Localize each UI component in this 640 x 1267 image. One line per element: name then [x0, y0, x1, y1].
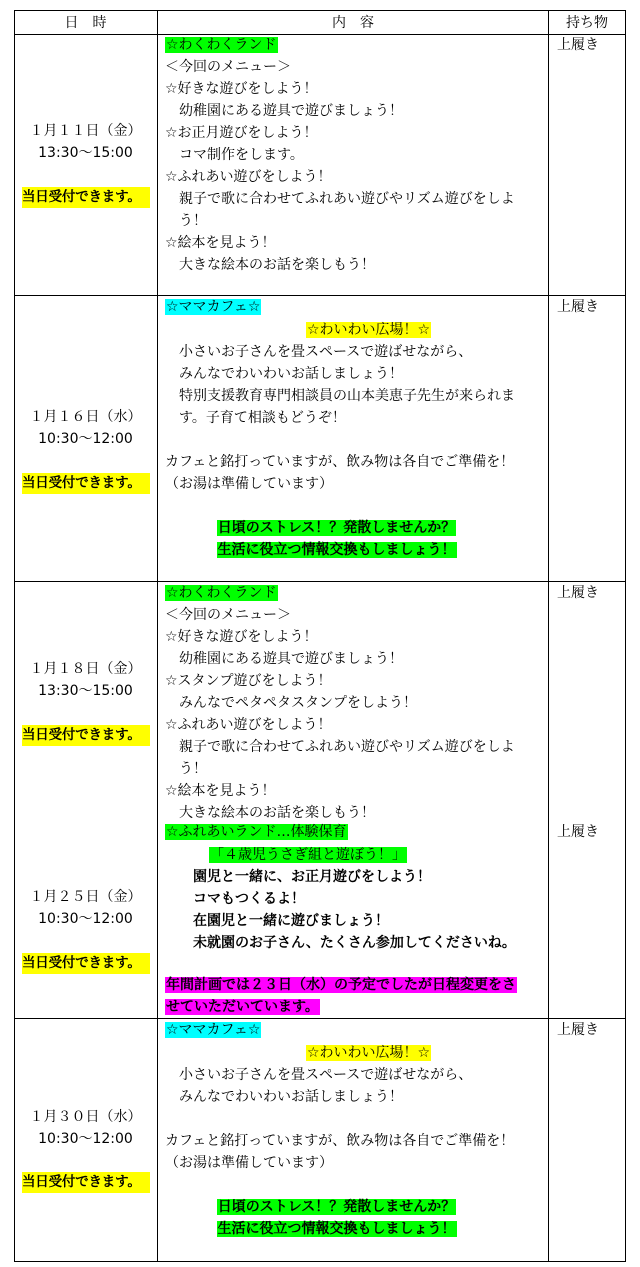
content-line: ＜今回のメニュー＞ [165, 607, 291, 623]
bring-item: 上履き [557, 1022, 599, 1038]
same-day-badge: 当日受付できます。 [22, 953, 150, 974]
header-date: 日 時 [64, 15, 107, 31]
content-line: う！ [165, 761, 207, 777]
content-line: せていただいています。 [166, 999, 319, 1015]
same-day-badge: 当日受付できます。 [22, 473, 150, 494]
event-date: １月１８日（金） [29, 661, 142, 677]
content-line: ☆わいわい広場！☆ [306, 1045, 431, 1061]
column-divider [157, 10, 158, 1262]
content-line: 幼稚園にある遊具で遊びましょう！ [165, 103, 403, 119]
event-date: １月１６日（水） [29, 409, 142, 425]
content-line: 生活に役立つ情報交換もしましょう！ [217, 542, 456, 558]
header-content: 内 容 [332, 15, 374, 31]
content-line: 年間計画では２３日（水）の予定でしたが日程変更をさ [166, 977, 516, 993]
content-line: 大きな絵本のお話を楽しもう！ [165, 257, 375, 273]
header-bring: 持ち物 [566, 15, 608, 31]
content-line: 特別支援教育専門相談員の山本美恵子先生が来られま [165, 388, 515, 404]
content-line: カフェと銘打っていますが、飲み物は各自でご準備を！ [165, 1133, 515, 1149]
content-line: ☆好きな遊びをしよう！ [165, 629, 318, 645]
table-border-right [625, 10, 626, 1262]
content-line: ☆好きな遊びをしよう！ [165, 81, 318, 97]
content-line: 日頃のストレス！？発散しませんか？ [217, 1199, 456, 1215]
table-border-left [14, 10, 15, 1262]
content-line: （お湯は準備しています） [165, 476, 333, 492]
content-line: ＜今回のメニュー＞ [165, 59, 291, 75]
content-line: ☆わくわくランド [166, 585, 277, 601]
content-line: みんなでペタペタスタンプをしよう！ [165, 695, 417, 711]
content-line [165, 1108, 548, 1130]
content-line: 親子で歌に合わせてふれあい遊びやリズム遊びをしよ [165, 191, 515, 207]
column-divider [548, 10, 549, 1262]
same-day-badge: 当日受付できます。 [22, 1172, 150, 1193]
content-line: カフェと銘打っていますが、飲み物は各自でご準備を！ [165, 454, 515, 470]
content-line [165, 429, 548, 451]
content-line: ☆スタンプ遊びをしよう！ [165, 673, 332, 689]
content-line: ☆わくわくランド [166, 37, 277, 53]
content-line: ☆ママカフェ☆ [166, 1022, 261, 1038]
table-border-top [14, 10, 626, 11]
content-line: みんなでわいわいお話しましょう！ [165, 366, 403, 382]
content-line: ☆ママカフェ☆ [166, 299, 261, 315]
bring-item: 上履き [557, 299, 599, 315]
content-line: 大きな絵本のお話を楽しもう！ [165, 805, 375, 821]
content-line: う！ [165, 213, 207, 229]
content-line: 園児と一緒に、お正月遊びをしよう！ [193, 869, 431, 885]
content-line: ☆わいわい広場！☆ [306, 322, 431, 338]
event-time: 10:30～12:00 [38, 911, 133, 927]
content-line: ☆ふれあい遊びをしよう！ [165, 717, 332, 733]
content-line: 生活に役立つ情報交換もしましょう！ [217, 1221, 456, 1237]
event-time: 10:30～12:00 [38, 431, 133, 447]
content-line: みんなでわいわいお話しましょう！ [165, 1089, 403, 1105]
content-line: 日頃のストレス！？発散しませんか？ [217, 520, 456, 536]
bring-item: 上履き [557, 585, 599, 601]
event-time: 10:30～12:00 [38, 1131, 133, 1147]
schedule-table [14, 10, 626, 1262]
content-line: ☆絵本を見よう！ [165, 235, 276, 251]
content-line [165, 954, 548, 976]
content-line [165, 1174, 548, 1196]
content-line: 幼稚園にある遊具で遊びましょう！ [165, 651, 403, 667]
content-line: コマもつくるよ！ [193, 891, 305, 907]
content-line: （お湯は準備しています） [165, 1155, 333, 1171]
event-date: １月２５日（金） [29, 889, 142, 905]
content-line: コマ制作をします。 [165, 147, 304, 163]
same-day-badge: 当日受付できます。 [22, 187, 150, 208]
content-line: 小さいお子さんを畳スペースで遊ばせながら、 [165, 344, 473, 360]
content-line: ☆絵本を見よう！ [165, 783, 276, 799]
event-date: １月１１日（金） [29, 123, 142, 139]
content-line: 親子で歌に合わせてふれあい遊びやリズム遊びをしよ [165, 739, 515, 755]
content-line: ☆ふれあい遊びをしよう！ [165, 169, 332, 185]
content-line: ☆ふれあいランド…体験保育 [166, 824, 347, 840]
content-line: 未就園のお子さん、たくさん参加してくださいね。 [193, 935, 516, 951]
bring-item: 上履き [557, 824, 599, 840]
event-date: １月３０日（水） [29, 1109, 142, 1125]
content-line: 「４歳児うさぎ組と遊ぼう！」 [210, 847, 406, 863]
same-day-badge: 当日受付できます。 [22, 725, 150, 746]
content-line: 小さいお子さんを畳スペースで遊ばせながら、 [165, 1067, 473, 1083]
content-line: ☆お正月遊びをしよう！ [165, 125, 318, 141]
content-line: 在園児と一緒に遊びましょう！ [193, 913, 389, 929]
table-border-bottom [14, 1261, 626, 1262]
event-time: 13:30～15:00 [38, 683, 133, 699]
content-line: す。子育て相談もどうぞ！ [165, 410, 346, 426]
event-time: 13:30～15:00 [38, 145, 133, 161]
content-line [165, 495, 548, 517]
bring-item: 上履き [557, 37, 599, 53]
